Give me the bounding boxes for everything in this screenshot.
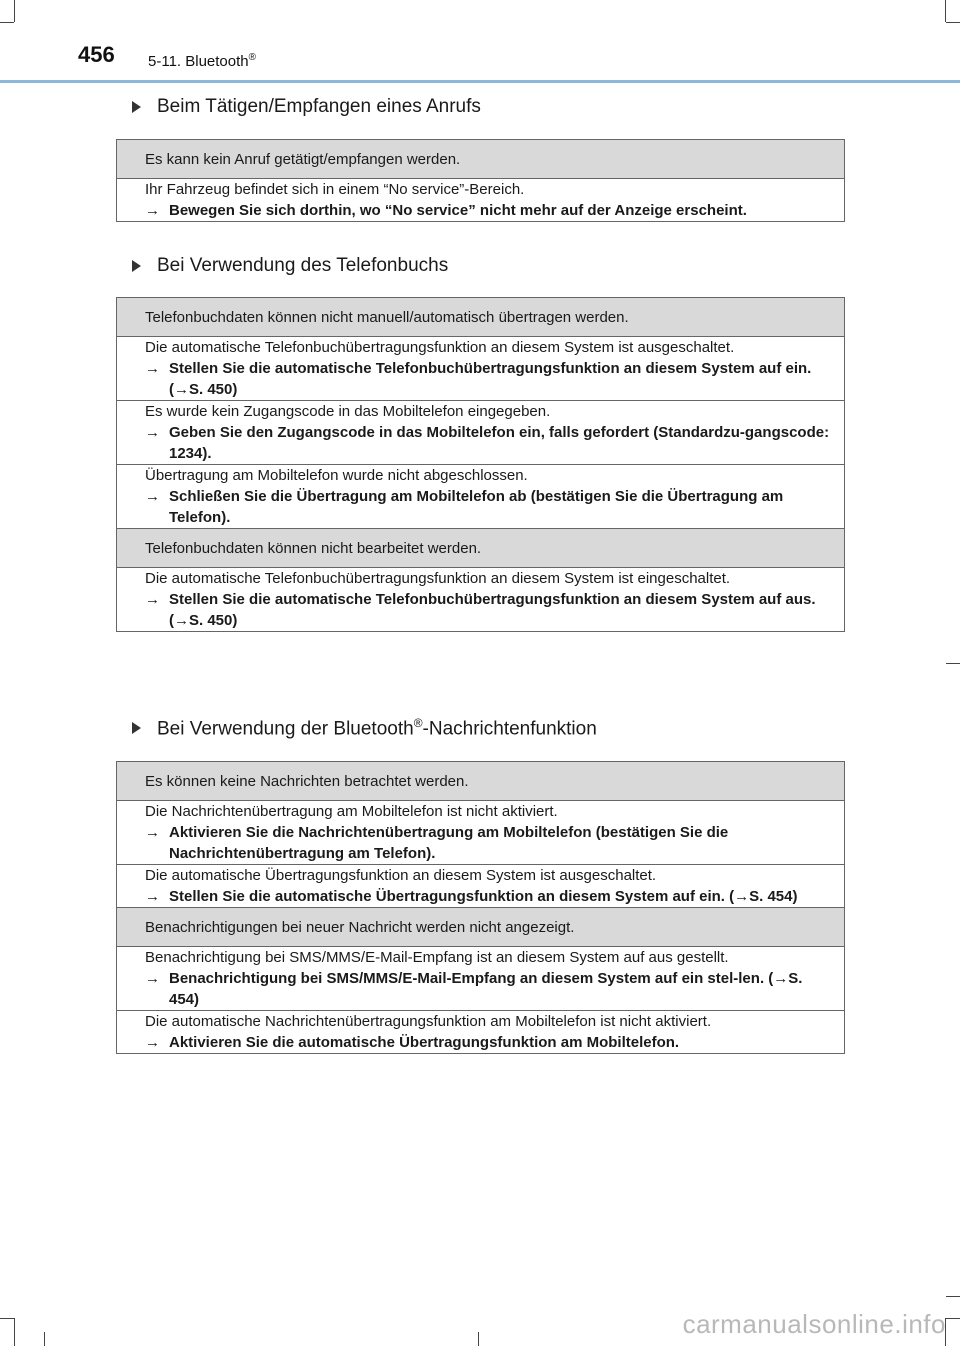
section-title xyxy=(148,52,256,70)
cause-text: Die automatische Telefonbuchübertragungsfunktion an diesem System ist ausgeschaltet. xyxy=(145,339,735,356)
arrow-right-icon: → xyxy=(145,888,160,905)
crop-mark xyxy=(0,22,14,23)
problem-cell: Benachrichtigungen bei neuer Nachricht werden nicht angezeigt. xyxy=(117,908,845,947)
troubleshooting-table-phonebook xyxy=(116,297,845,632)
table-row xyxy=(117,298,845,337)
solution-label: Benachrichtigung bei SMS/MMS/E-Mail-Empfang an diesem System auf ein stel-len. (→S. 454) xyxy=(169,970,803,1008)
solution-text xyxy=(145,968,834,1010)
table-row xyxy=(117,337,845,401)
cause-cell xyxy=(117,1011,845,1054)
table-row xyxy=(117,465,845,529)
crop-mark xyxy=(44,1332,45,1346)
cause-cell xyxy=(117,465,845,529)
cause-text: Ihr Fahrzeug befindet sich in einem “No service”-Bereich. xyxy=(145,181,525,198)
crop-mark xyxy=(0,1318,14,1319)
cause-text: Die automatische Nachrichtenübertragungsfunktion am Mobiltelefon ist nicht aktiviert. xyxy=(145,1013,712,1030)
crop-mark xyxy=(945,0,946,22)
arrow-right-icon: → xyxy=(145,1034,160,1051)
table-row xyxy=(117,801,845,865)
solution-text xyxy=(145,422,834,464)
header-rule xyxy=(0,80,960,83)
solution-label: Stellen Sie die automatische Telefonbuchübertragungsfunktion an diesem System auf aus. (→S. 450) xyxy=(169,591,816,629)
table-row xyxy=(117,865,845,908)
arrow-right-icon: → xyxy=(145,202,160,219)
crop-mark xyxy=(946,663,960,664)
arrow-right-icon: → xyxy=(145,591,160,608)
watermark: carmanualsonline.info xyxy=(682,1309,946,1339)
crop-mark xyxy=(14,1318,15,1346)
cause-text: Die automatische Telefonbuchübertragungsfunktion an diesem System ist eingeschaltet. xyxy=(145,570,731,587)
solution-text xyxy=(145,200,834,221)
table-row xyxy=(117,401,845,465)
crop-mark xyxy=(946,1318,960,1319)
subheading-text: Bei Verwendung des Telefonbuchs xyxy=(157,255,449,276)
solution-label: Stellen Sie die automatische Übertragungsfunktion an diesem System auf ein. (→S. 454) xyxy=(169,888,798,905)
crop-mark xyxy=(946,1296,960,1297)
page-header xyxy=(0,40,960,84)
cause-cell xyxy=(117,947,845,1011)
cause-text: Es wurde kein Zugangscode in das Mobiltelefon eingegeben. xyxy=(145,403,551,420)
solution-text xyxy=(145,486,834,528)
arrow-right-icon: → xyxy=(145,824,160,841)
solution-label: Aktivieren Sie die Nachrichtenübertragung am Mobiltelefon (bestätigen Sie die Nachrichtenübertragung am Telefon). xyxy=(169,824,729,862)
subheading-text-main: Bei Verwendung der Bluetooth xyxy=(157,718,414,740)
triangle-bullet-icon xyxy=(132,260,141,272)
registered-mark: ® xyxy=(248,52,257,63)
page-number: 456 xyxy=(78,42,115,67)
table-row xyxy=(117,140,845,179)
table-row xyxy=(117,762,845,801)
subheading-messages xyxy=(132,716,597,740)
solution-label: Stellen Sie die automatische Telefonbuchübertragungsfunktion an diesem System auf ein. (→S. 450) xyxy=(169,360,812,398)
solution-label: Schließen Sie die Übertragung am Mobiltelefon ab (bestätigen Sie die Übertragung am Telefon). xyxy=(169,488,784,526)
cause-text: Die Nachrichtenübertragung am Mobiltelefon ist nicht aktiviert. xyxy=(145,803,558,820)
table-row xyxy=(117,947,845,1011)
table-row xyxy=(117,568,845,632)
cause-cell xyxy=(117,337,845,401)
arrow-right-icon: → xyxy=(145,970,160,987)
subheading-text-suffix: -Nachrichtenfunktion xyxy=(422,718,597,740)
table-row xyxy=(117,179,845,222)
subheading-call xyxy=(132,96,481,118)
arrow-right-icon: → xyxy=(145,360,160,377)
subheading-phonebook xyxy=(132,255,448,277)
crop-mark xyxy=(478,1332,479,1346)
solution-text xyxy=(145,1032,834,1053)
table-row xyxy=(117,1011,845,1054)
subheading-text xyxy=(157,716,597,740)
troubleshooting-table-messages xyxy=(116,761,845,1054)
solution-text xyxy=(145,358,834,400)
arrow-right-icon: → xyxy=(145,424,160,441)
crop-mark xyxy=(946,22,960,23)
crop-mark xyxy=(14,0,15,22)
registered-mark: ® xyxy=(413,716,423,730)
problem-cell: Telefonbuchdaten können nicht manuell/automatisch übertragen werden. xyxy=(117,298,845,337)
troubleshooting-table-call xyxy=(116,139,845,222)
solution-text xyxy=(145,822,834,864)
table-row xyxy=(117,908,845,947)
problem-cell: Telefonbuchdaten können nicht bearbeitet werden. xyxy=(117,529,845,568)
cause-text: Die automatische Übertragungsfunktion an diesem System ist ausgeschaltet. xyxy=(145,867,657,884)
triangle-bullet-icon xyxy=(132,101,141,113)
section-title-text: 5-11. Bluetooth xyxy=(148,53,249,70)
triangle-bullet-icon xyxy=(132,722,141,734)
cause-text: Benachrichtigung bei SMS/MMS/E-Mail-Empfang ist an diesem System auf aus gestellt. xyxy=(145,949,729,966)
cause-cell xyxy=(117,568,845,632)
problem-cell: Es können keine Nachrichten betrachtet werden. xyxy=(117,762,845,801)
table-row xyxy=(117,529,845,568)
cause-cell xyxy=(117,865,845,908)
arrow-right-icon: → xyxy=(145,488,160,505)
problem-cell: Es kann kein Anruf getätigt/empfangen werden. xyxy=(117,140,845,179)
solution-label: Bewegen Sie sich dorthin, wo “No service” nicht mehr auf der Anzeige erscheint. xyxy=(169,202,747,219)
solution-text xyxy=(145,589,834,631)
solution-label: Aktivieren Sie die automatische Übertragungsfunktion am Mobiltelefon. xyxy=(169,1034,680,1051)
cause-cell xyxy=(117,179,845,222)
solution-text xyxy=(145,886,834,907)
solution-label: Geben Sie den Zugangscode in das Mobiltelefon ein, falls gefordert (Standardzu-gangscode: 1234). xyxy=(169,424,830,462)
cause-text: Übertragung am Mobiltelefon wurde nicht abgeschlossen. xyxy=(145,467,528,484)
cause-cell xyxy=(117,801,845,865)
cause-cell xyxy=(117,401,845,465)
subheading-text: Beim Tätigen/Empfangen eines Anrufs xyxy=(157,96,481,117)
